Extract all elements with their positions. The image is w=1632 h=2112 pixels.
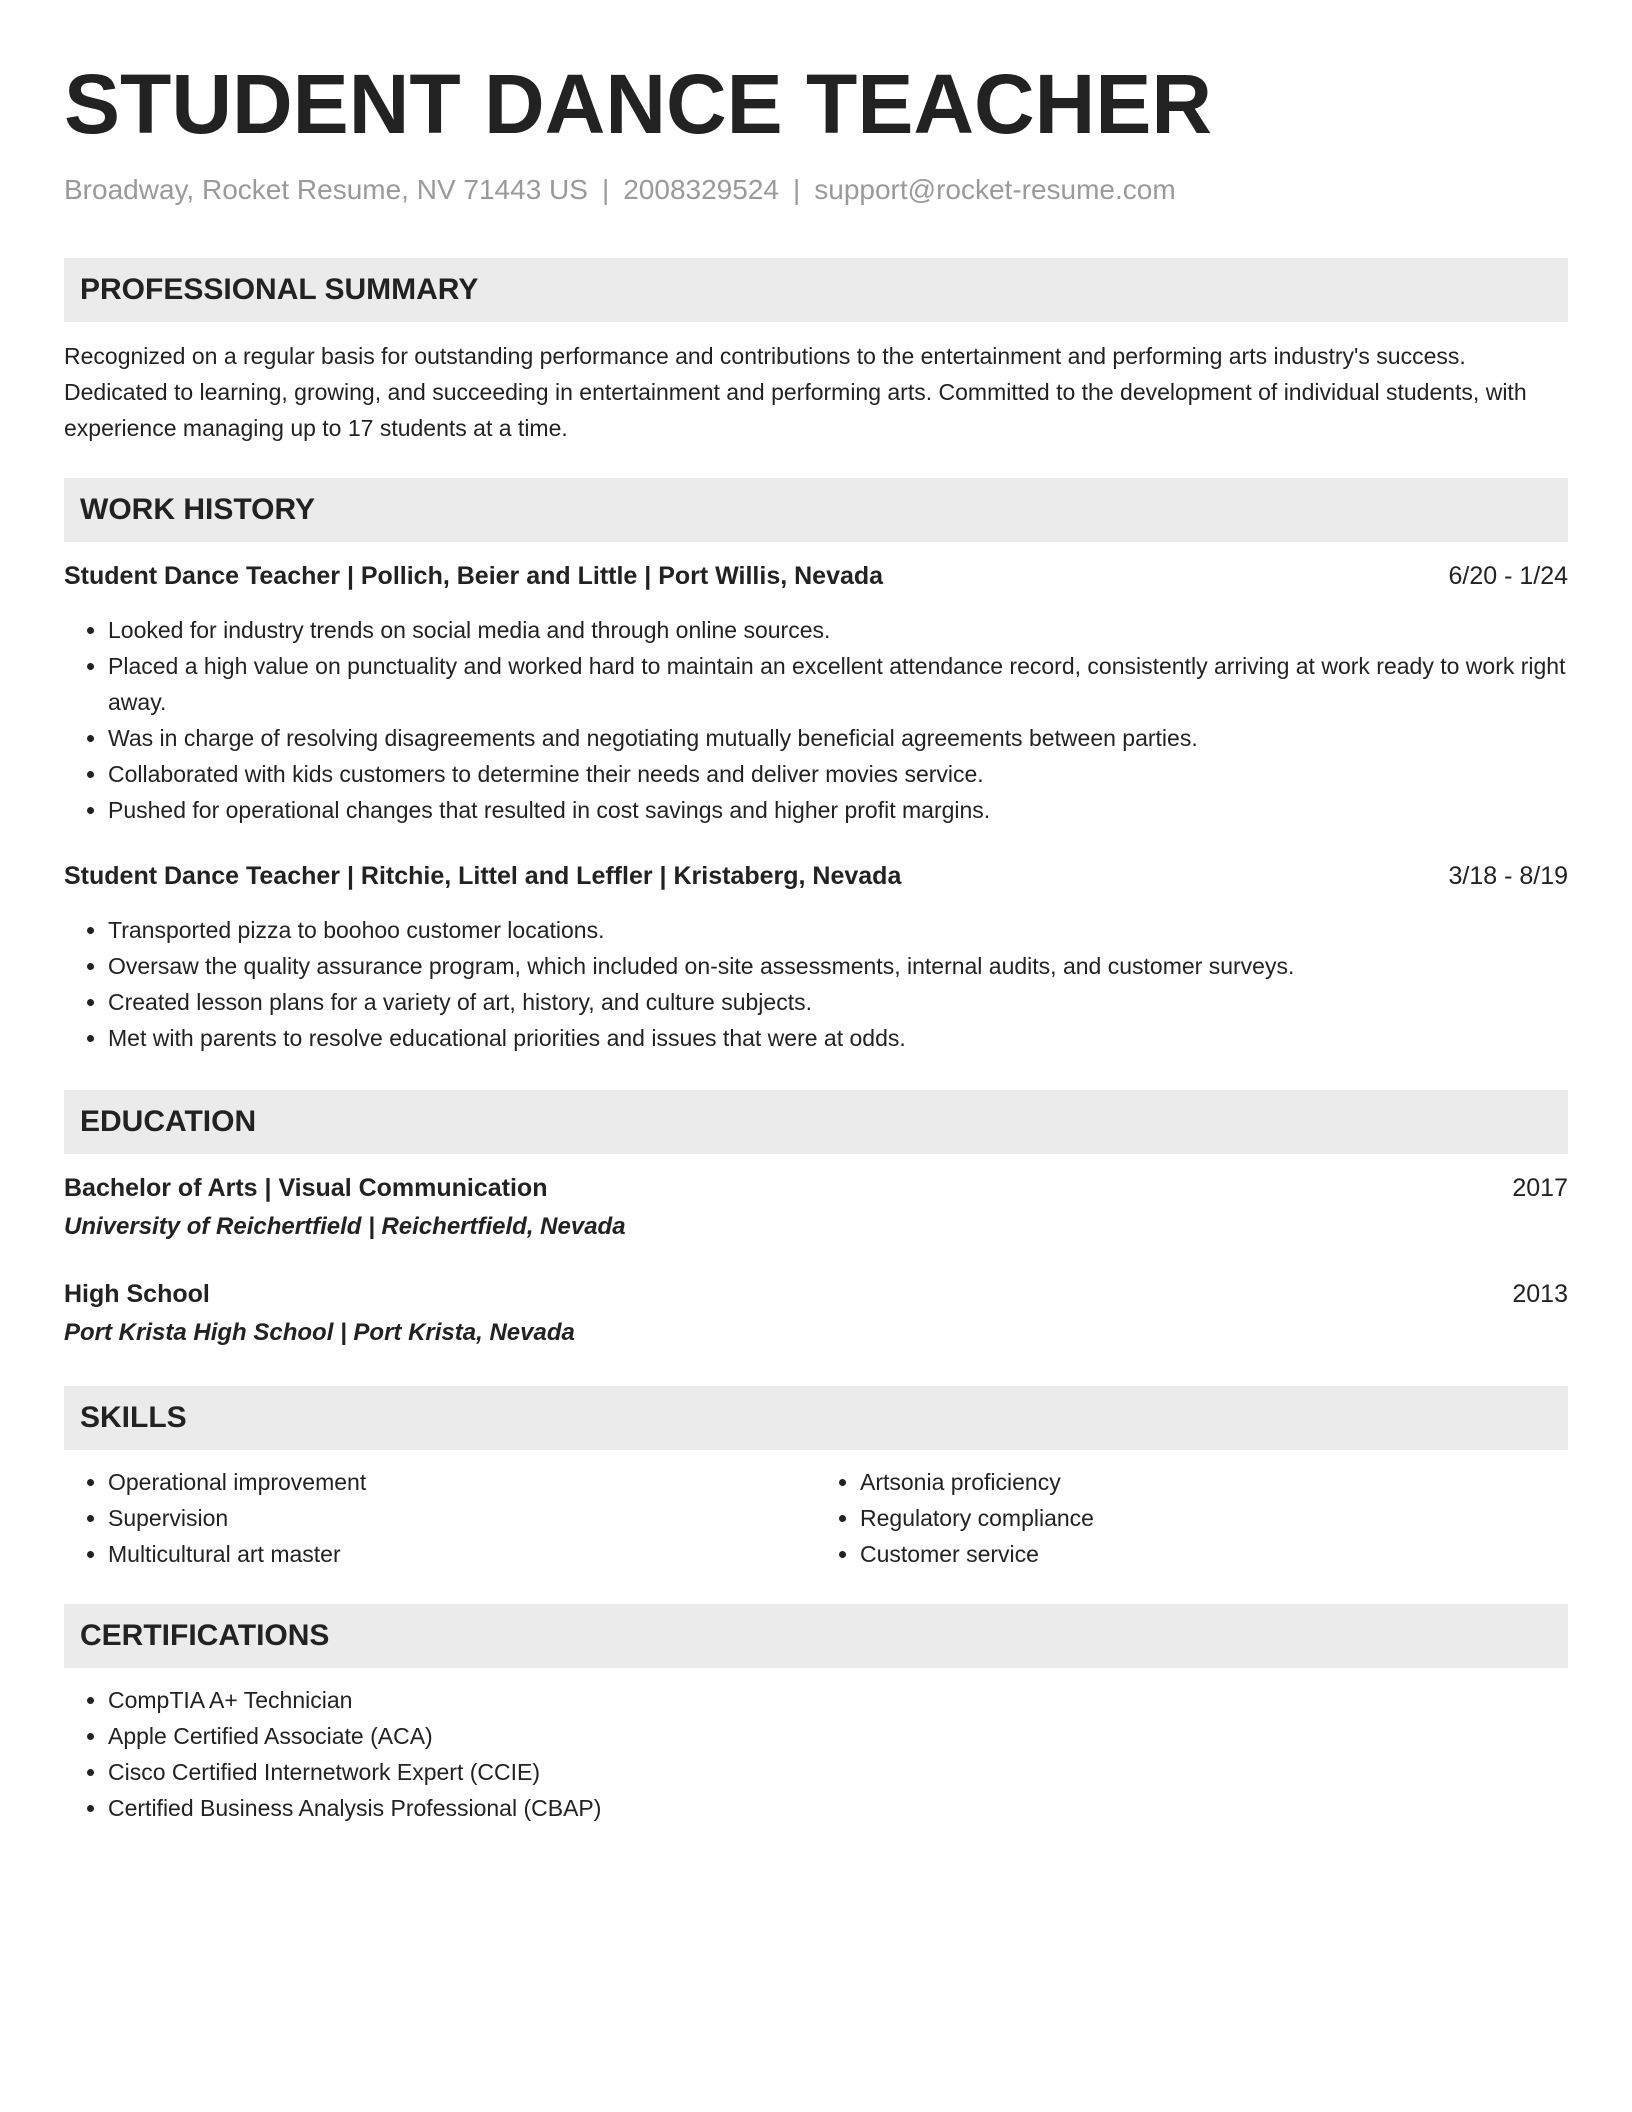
education-degree: High School bbox=[64, 1280, 210, 1308]
certification-item: • Cisco Certified Internetwork Expert (CCIE) bbox=[108, 1754, 1568, 1790]
skill-item: • Artsonia proficiency bbox=[860, 1464, 1568, 1500]
contact-line bbox=[64, 174, 1568, 206]
contact-separator: | bbox=[601, 174, 610, 205]
certification-item: • Certified Business Analysis Professional (CBAP) bbox=[108, 1790, 1568, 1826]
job-entry bbox=[64, 858, 1568, 1056]
skills-list-right bbox=[816, 1464, 1568, 1572]
contact-phone: 2008329524 bbox=[623, 174, 779, 205]
contact-email: support@rocket-resume.com bbox=[814, 174, 1176, 205]
contact-separator: | bbox=[792, 174, 801, 205]
job-bullet: • Looked for industry trends on social media and through online sources. bbox=[108, 612, 1568, 648]
education-school: University of Reichertfield | Reichertfield, Nevada bbox=[64, 1213, 626, 1240]
education-entry bbox=[64, 1276, 1568, 1350]
job-bullet: • Placed a high value on punctuality and worked hard to maintain an excellent attendance record, consistently arriving at work ready to work right away. bbox=[108, 648, 1568, 720]
skills-grid bbox=[64, 1464, 1568, 1572]
skill-item: • Operational improvement bbox=[108, 1464, 816, 1500]
skills-list-left bbox=[64, 1464, 816, 1572]
skill-item: • Regulatory compliance bbox=[860, 1500, 1568, 1536]
education-header bbox=[64, 1276, 1568, 1312]
education-degree: Bachelor of Arts | Visual Communication bbox=[64, 1174, 548, 1202]
job-title: Student Dance Teacher | Pollich, Beier and Little | Port Willis, Nevada bbox=[64, 562, 884, 590]
contact-address: Broadway, Rocket Resume, NV 71443 US bbox=[64, 174, 588, 205]
education-header bbox=[64, 1170, 1568, 1206]
education-school: Port Krista High School | Port Krista, Nevada bbox=[64, 1319, 575, 1346]
job-header bbox=[64, 558, 1568, 594]
section-header-certifications: CERTIFICATIONS bbox=[64, 1604, 1568, 1668]
certifications-list bbox=[64, 1682, 1568, 1826]
job-bullet: • Met with parents to resolve educational priorities and issues that were at odds. bbox=[108, 1020, 1568, 1056]
education-year: 2013 bbox=[1512, 1280, 1568, 1308]
job-bullet: • Collaborated with kids customers to determine their needs and deliver movies service. bbox=[108, 756, 1568, 792]
skill-item: • Supervision bbox=[108, 1500, 816, 1536]
job-entry bbox=[64, 558, 1568, 828]
job-bullets bbox=[64, 612, 1568, 828]
summary-text: Recognized on a regular basis for outstanding performance and contributions to the entertainment and performing arts industry's success. Dedicated to learning, growing, and succeeding in entertainment and performing arts. Committed to the development of individual students, with experience managing up to 17 students at a time. bbox=[64, 343, 1527, 441]
section-header-skills: SKILLS bbox=[64, 1386, 1568, 1450]
section-header-summary: PROFESSIONAL SUMMARY bbox=[64, 258, 1568, 322]
job-bullet: • Created lesson plans for a variety of art, history, and culture subjects. bbox=[108, 984, 1568, 1020]
section-header-education: EDUCATION bbox=[64, 1090, 1568, 1154]
job-bullet: • Transported pizza to boohoo customer locations. bbox=[108, 912, 1568, 948]
certification-item: • Apple Certified Associate (ACA) bbox=[108, 1718, 1568, 1754]
certification-item: • CompTIA A+ Technician bbox=[108, 1682, 1568, 1718]
section-header-work-history: WORK HISTORY bbox=[64, 478, 1568, 542]
job-bullets bbox=[64, 912, 1568, 1056]
job-bullet: • Pushed for operational changes that resulted in cost savings and higher profit margins. bbox=[108, 792, 1568, 828]
job-title: Student Dance Teacher | Ritchie, Littel and Leffler | Kristaberg, Nevada bbox=[64, 862, 902, 890]
education-entry bbox=[64, 1170, 1568, 1244]
skill-item: • Customer service bbox=[860, 1536, 1568, 1572]
job-bullet: • Oversaw the quality assurance program, which included on-site assessments, internal audits, and customer surveys. bbox=[108, 948, 1568, 984]
skill-item: • Multicultural art master bbox=[108, 1536, 816, 1572]
education-year: 2017 bbox=[1512, 1174, 1568, 1202]
job-header bbox=[64, 858, 1568, 894]
candidate-name: STUDENT DANCE TEACHER bbox=[64, 57, 1213, 151]
job-dates: 6/20 - 1/24 bbox=[1448, 562, 1568, 590]
job-bullet: • Was in charge of resolving disagreements and negotiating mutually beneficial agreements between parties. bbox=[108, 720, 1568, 756]
job-dates: 3/18 - 8/19 bbox=[1448, 862, 1568, 890]
